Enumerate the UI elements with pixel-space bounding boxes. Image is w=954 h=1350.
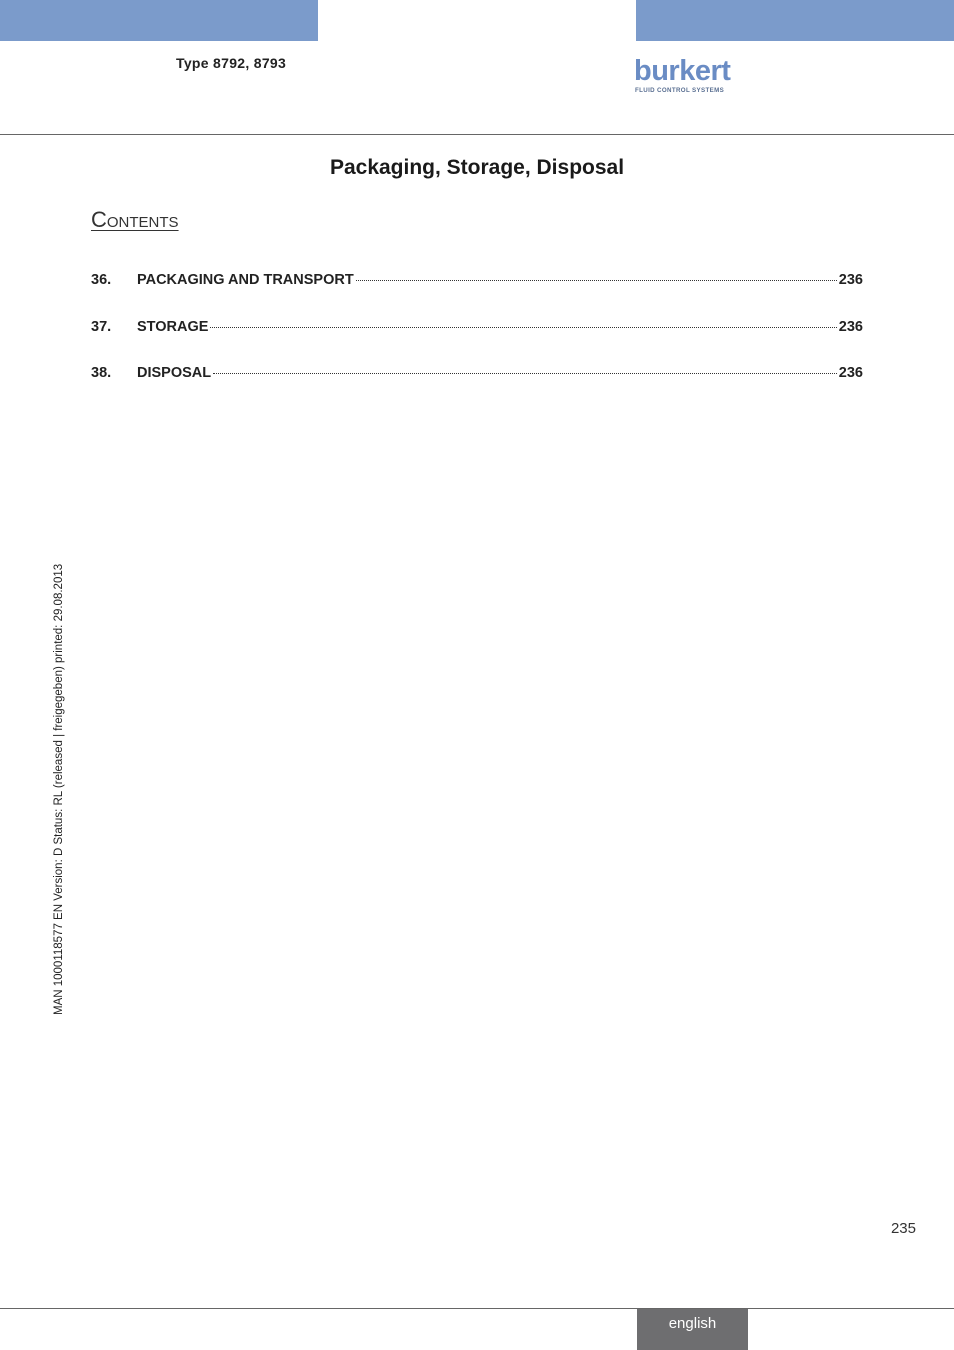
toc-entry-page: 236 <box>838 365 863 381</box>
toc-dot-leader <box>210 327 836 328</box>
toc-entry-page: 236 <box>838 318 863 335</box>
logo-tagline: FLUID CONTROL SYSTEMS <box>635 87 725 94</box>
footer-divider <box>0 1308 954 1309</box>
toc-entry[interactable] <box>91 365 863 412</box>
toc-entry[interactable] <box>91 272 863 319</box>
toc-dot-leader <box>213 373 837 374</box>
page-number: 235 <box>890 1220 916 1237</box>
language-tab: english <box>637 1309 748 1350</box>
document-type: Type 8792, 8793 <box>176 55 287 71</box>
header-divider <box>0 134 954 135</box>
toc-entry[interactable] <box>91 319 863 366</box>
toc-entry-number: 37. <box>91 318 112 335</box>
header-bar-left <box>0 0 318 41</box>
toc-entry-number: 36. <box>91 272 112 288</box>
contents-heading: Contents <box>91 207 179 232</box>
burkert-logo <box>634 57 734 97</box>
page-title: Packaging, Storage, Disposal <box>329 156 625 179</box>
toc-entry-page: 236 <box>838 272 863 288</box>
logo-wordmark: burkert <box>634 55 731 87</box>
toc-entry-label: DISPOSAL <box>137 365 212 381</box>
toc-entry-number: 38. <box>91 365 112 381</box>
toc-dot-leader <box>356 280 837 281</box>
document-metadata: MAN 1000118577 EN Version: D Status: RL (released | freigegeben) printed: 29.08.2013 <box>53 563 65 1015</box>
header-bar-right <box>636 0 954 41</box>
toc-entry-label: STORAGE <box>137 318 209 335</box>
toc-entry-label: PACKAGING AND TRANSPORT <box>137 272 354 288</box>
table-of-contents <box>91 272 863 412</box>
